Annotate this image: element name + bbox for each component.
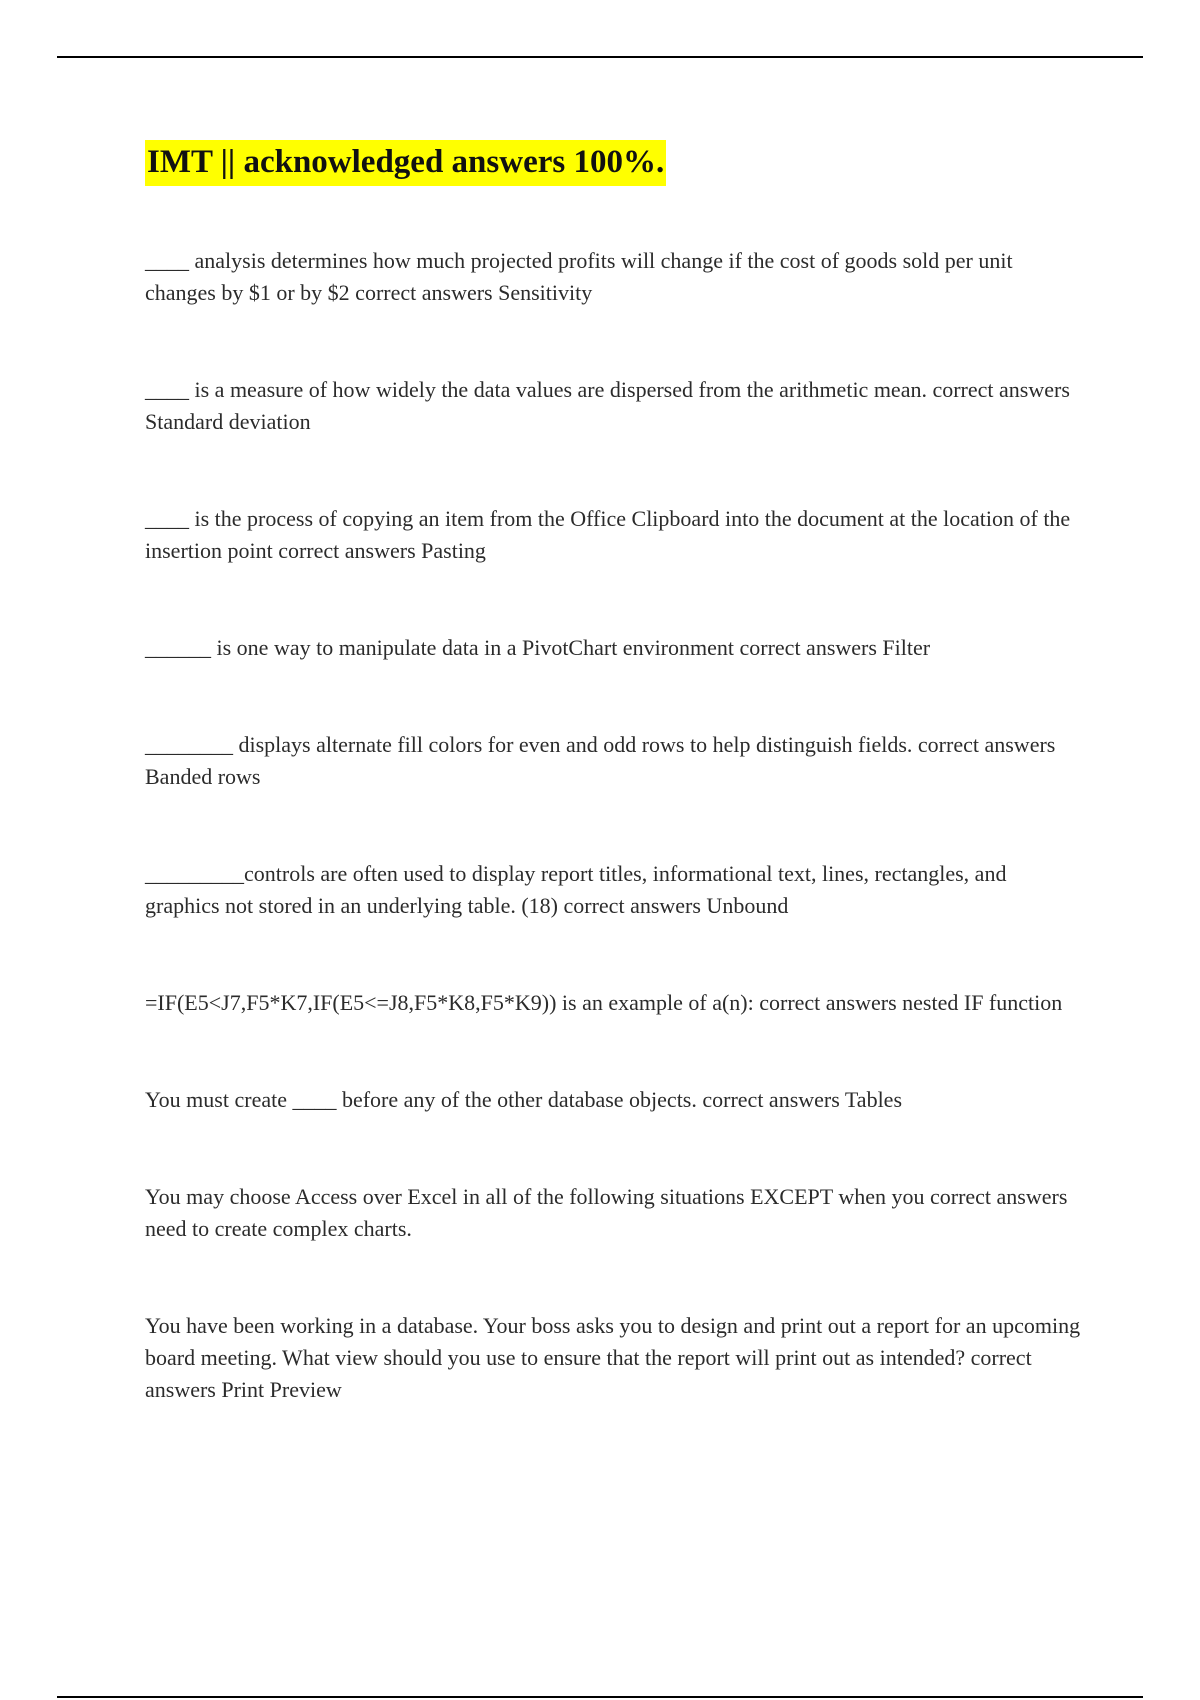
qa-item: _________controls are often used to display report titles, informational text, lines, rectangles, and graphics not stored in an underlying table. (18) correct answers Unbound [145, 861, 1007, 918]
qa-item: ____ is a measure of how widely the data values are dispersed from the arithmetic mean. correct answers Standard deviation [145, 377, 1070, 434]
qa-item: You must create ____ before any of the other database objects. correct answers Tables [145, 1087, 903, 1112]
qa-list [145, 245, 1085, 1406]
qa-item: =IF(E5<J7,F5*K7,IF(E5<=J8,F5*K8,F5*K9)) is an example of a(n): correct answers nested IF function [145, 990, 1063, 1015]
header-rule [57, 56, 1143, 58]
qa-item: ______ is one way to manipulate data in a PivotChart environment correct answers Filter [145, 635, 931, 660]
document-title: IMT || acknowledged answers 100%. [145, 140, 666, 186]
qa-item: You may choose Access over Excel in all of the following situations EXCEPT when you correct answers need to create complex charts. [145, 1184, 1068, 1241]
document-body [145, 140, 1085, 1471]
qa-item: You have been working in a database. Your boss asks you to design and print out a report for an upcoming board meeting. What view should you use to ensure that the report will print out as intended? correct answers Print Preview [145, 1313, 1081, 1402]
footer-rule [57, 1696, 1143, 1698]
qa-item: ________ displays alternate fill colors for even and odd rows to help distinguish fields. correct answers Banded rows [145, 732, 1056, 789]
qa-item: ____ is the process of copying an item from the Office Clipboard into the document at the location of the insertion point correct answers Pasting [145, 506, 1071, 563]
qa-item: ____ analysis determines how much projected profits will change if the cost of goods sold per unit changes by $1 or by $2 correct answers Sensitivity [145, 248, 1013, 305]
